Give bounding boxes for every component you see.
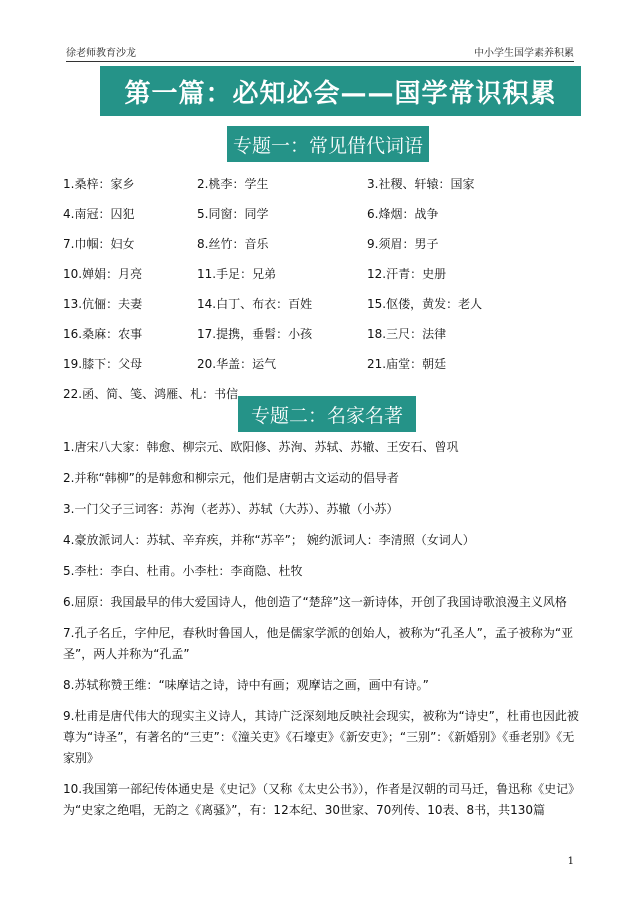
grid-cell: 21.庙堂：朝廷	[367, 356, 447, 371]
list-item: 6.屈原：我国最早的伟大爱国诗人，他创造了“楚辞”这一新诗体，开创了我国诗歌浪漫主义风格	[63, 595, 567, 609]
grid-cell: 19.膝下：父母	[63, 356, 143, 371]
grid-cell: 6.烽烟：战争	[367, 206, 439, 221]
grid-cell: 13.伉俪：夫妻	[63, 296, 143, 311]
grid-cell-wide: 22.函、简、笺、鸿雁、札：书信	[63, 386, 239, 401]
list-item: 7.孔子名丘，字仲尼，春秋时鲁国人，他是儒家学派的创始人，被称为“孔圣人”，孟子被称为“亚圣”，两人并称为“孔孟”	[63, 626, 574, 661]
section1-grid	[63, 168, 583, 408]
grid-cell: 18.三尺：法律	[367, 326, 447, 341]
grid-cell: 4.南冠：囚犯	[63, 206, 135, 221]
section2-list	[63, 437, 583, 831]
grid-cell: 12.汗青：史册	[367, 266, 447, 281]
list-item: 5.李杜：李白、杜甫。小李杜：李商隐、杜牧	[63, 564, 303, 578]
list-item: 4.豪放派词人：苏轼、辛弃疾，并称“苏辛”； 婉约派词人：李清照（女词人）	[63, 533, 475, 547]
grid-row	[63, 288, 583, 318]
header-divider	[66, 61, 574, 62]
grid-cell: 8.丝竹：音乐	[197, 236, 269, 251]
grid-cell: 2.桃李：学生	[197, 176, 269, 191]
list-item: 1.唐宋八大家：韩愈、柳宗元、欧阳修、苏洵、苏轼、苏辙、王安石、曾巩	[63, 440, 459, 454]
list-item: 3.一门父子三词客：苏洵（老苏）、苏轼（大苏）、苏辙（小苏）	[63, 502, 399, 516]
section1-title: 专题一：常见借代词语	[227, 126, 429, 162]
list-item: 2.并称“韩柳”的是韩愈和柳宗元，他们是唐朝古文运动的倡导者	[63, 471, 399, 485]
grid-cell: 17.提携，垂髫：小孩	[197, 326, 313, 341]
grid-row	[63, 258, 583, 288]
header-right: 中小学生国学素养积累	[474, 48, 574, 59]
grid-row	[63, 168, 583, 198]
grid-cell: 10.婵娟：月亮	[63, 266, 143, 281]
list-item: 9.杜甫是唐代伟大的现实主义诗人，其诗广泛深刻地反映社会现实，被称为“诗史”，杜甫也因此被尊为“诗圣”，有著名的“三吏”：《潼关吏》《石壕吏》《新安吏》；“三别”：《新婚别》《垂老别》《无家别》	[63, 709, 579, 765]
grid-cell: 7.巾帼：妇女	[63, 236, 135, 251]
grid-cell: 11.手足：兄弟	[197, 266, 277, 281]
page-header	[66, 44, 574, 59]
grid-cell: 20.华盖：运气	[197, 356, 277, 371]
header-left: 徐老师教育沙龙	[66, 48, 136, 59]
section2-title: 专题二：名家名著	[238, 396, 416, 432]
grid-cell: 15.伛偻，黄发：老人	[367, 296, 483, 311]
grid-cell: 16.桑麻：农事	[63, 326, 143, 341]
list-item: 8.苏轼称赞王维：“味摩诘之诗，诗中有画；观摩诘之画，画中有诗。”	[63, 678, 429, 692]
grid-cell: 14.白丁、布衣：百姓	[197, 296, 313, 311]
list-item: 10.我国第一部纪传体通史是《史记》（又称《太史公书》），作者是汉朝的司马迁，鲁迅称《史记》为“史家之绝唱，无韵之《离骚》”，有：12本纪、30世家、70列传、10表、8书，共130篇	[63, 782, 581, 817]
grid-cell: 9.须眉：男子	[367, 236, 439, 251]
grid-cell: 5.同窗：同学	[197, 206, 269, 221]
grid-row	[63, 198, 583, 228]
page-number: 1	[567, 856, 574, 867]
grid-cell: 1.桑梓：家乡	[63, 176, 135, 191]
grid-row	[63, 228, 583, 258]
grid-cell: 3.社稷、轩辕：国家	[367, 176, 475, 191]
grid-row	[63, 318, 583, 348]
grid-row	[63, 348, 583, 378]
main-title: 第一篇：必知必会——国学常识积累	[100, 66, 581, 116]
